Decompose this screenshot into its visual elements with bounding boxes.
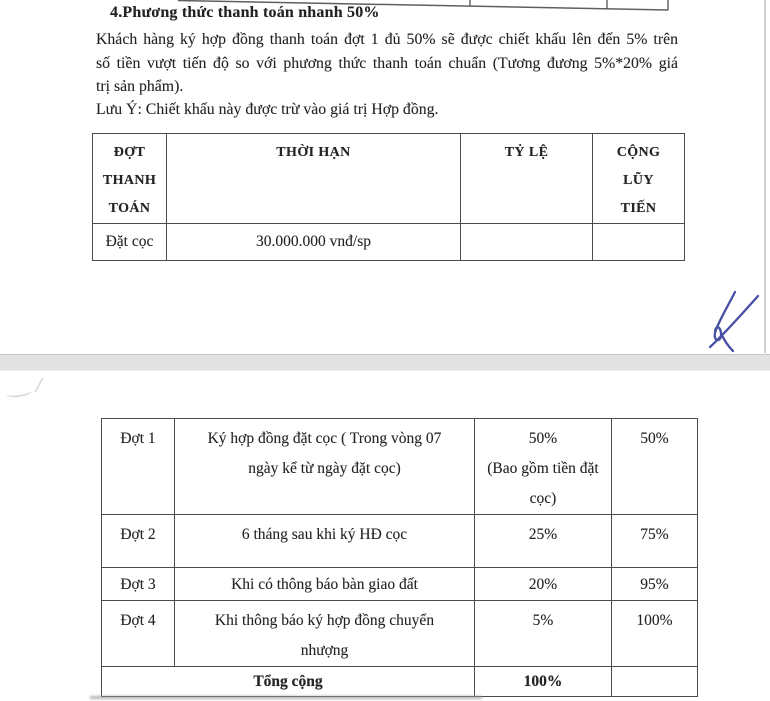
table1-header-term: THỜI HẠN (167, 134, 461, 224)
table-row (102, 568, 698, 601)
bottom-border-smudge (90, 696, 482, 699)
table2-cell-stage: Đợt 3 (102, 568, 175, 601)
table2-cell-desc: Khi có thông báo bàn giao đất (175, 568, 475, 601)
table2-cell-cumulative: 100% (612, 601, 698, 667)
table2-cell-desc: Ký hợp đồng đặt cọc ( Trong vòng 07 ngày kể từ ngày đặt cọc) (175, 419, 475, 515)
table1-cell-term: 30.000.000 vnđ/sp (167, 224, 461, 261)
table2-cell-rate: 5% (475, 601, 612, 667)
table2-cell-desc: 6 tháng sau khi ký HĐ cọc (175, 515, 475, 568)
table2-cell-stage: Đợt 1 (102, 419, 175, 515)
table-row (102, 515, 698, 568)
table-row (102, 419, 698, 515)
table2-cell-rate: 20% (475, 568, 612, 601)
table2-total-cumulative (612, 667, 698, 697)
table-row (93, 224, 685, 261)
scan-smudge (6, 386, 33, 399)
paragraph-line: số tiền vượt tiến độ so với phương thức thanh toán chuẩn (Tương đương 5%*20% giá (96, 54, 678, 72)
paragraph-line: Khách hàng ký hợp đồng thanh toán đợt 1 đủ 50% sẽ được chiết khấu lên đến 5% trên (96, 31, 678, 48)
note-line: Lưu Ý: Chiết khấu này được trừ vào giá trị Hợp đồng. (96, 101, 439, 118)
section-heading: 4.Phương thức thanh toán nhanh 50% (110, 4, 380, 21)
table1-header-cumulative: CỘNG LŨY TIẾN (593, 134, 685, 224)
table1-cell-cumulative (593, 224, 685, 261)
table-total-row (102, 667, 698, 697)
table2-cell-cumulative: 75% (612, 515, 698, 568)
signature-scribble-icon (700, 286, 764, 354)
scan-smudge (34, 377, 43, 392)
table2-total-rate: 100% (475, 667, 612, 697)
payment-schedule-header-table (92, 133, 685, 261)
table-row (102, 601, 698, 667)
body-paragraph (96, 28, 678, 99)
payment-installments-table (101, 418, 698, 697)
table2-cell-desc: Khi thông báo ký hợp đồng chuyển nhượng (175, 601, 475, 667)
table1-cell-rate (461, 224, 593, 261)
table2-cell-cumulative: 50% (612, 419, 698, 515)
paragraph-line: trị sản phẩm). (96, 78, 184, 95)
table1-header-rate: TỶ LỆ (461, 134, 593, 224)
table2-cell-stage: Đợt 4 (102, 601, 175, 667)
table2-total-label: Tổng cộng (102, 667, 475, 697)
table2-cell-cumulative: 95% (612, 568, 698, 601)
table2-cell-rate: 25% (475, 515, 612, 568)
table1-cell-stage: Đặt cọc (93, 224, 167, 261)
page-gap-band (0, 354, 770, 371)
table2-cell-rate: 50% (Bao gồm tiền đặt cọc) (475, 419, 612, 515)
table1-header-installment: ĐỢT THANH TOÁN (93, 134, 167, 224)
table2-cell-stage: Đợt 2 (102, 515, 175, 568)
page-edge-shadow (764, 0, 766, 353)
